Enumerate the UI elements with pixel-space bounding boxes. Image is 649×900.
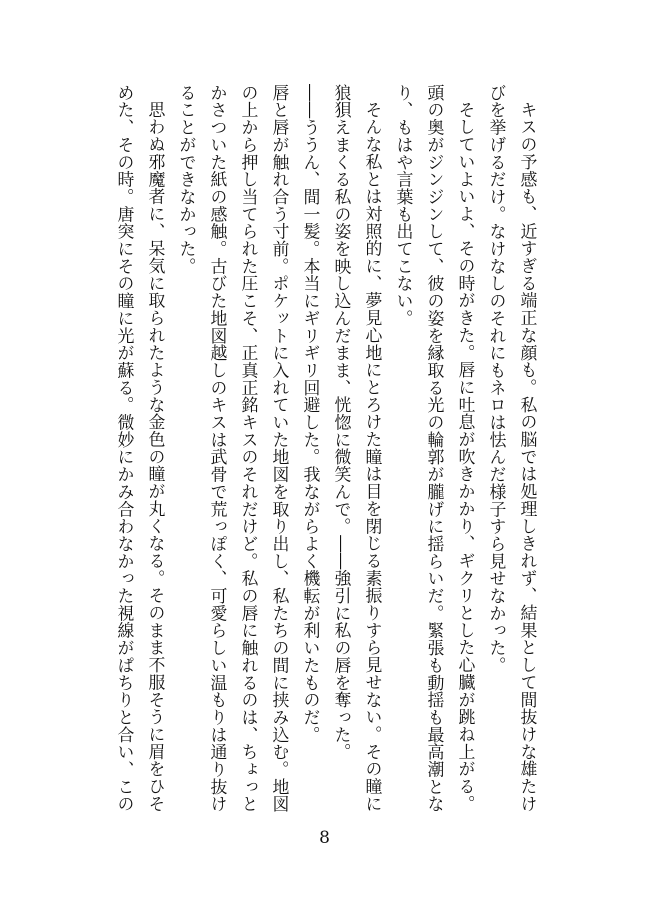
paragraph-5: 唇と唇が触れ合う寸前。ポケットに入れていた地図を取り出し、私たちの間に挟み込む。地図の上から押し当てられた圧こそ、正真正銘キスのそれだけど。私の唇に触れるのは、ちょっとかさついた紙の感触。古びた地図越しのキスは武骨で荒っぽく、可愛らしい温もりは通り抜けることができなかった。 <box>177 84 290 813</box>
page-number: 8 <box>319 828 330 848</box>
paragraph-4: ――ううん、間一髪。本当にギリギリ回避した。我ながらよく機転が利いたものだ。 <box>301 84 321 744</box>
paragraph-1: キスの予感も、近すぎる端正な顔も。私の脳では処理しきれず、結果として間抜けな雄たけびを挙げるだけ。なけなしのそれにもネロは怯んだ様子すら見せなかった。 <box>487 84 538 813</box>
paragraph-6: 思わぬ邪魔者に、呆気に取られたような金色の瞳が丸くなる。そのまま不服そうに眉をひそめた、その時。唐突にその瞳に光が蘇る。微妙にかみ合わなかった視線がぱちりと合い、この <box>115 84 166 813</box>
paragraph-2: そしていよいよ、その時がきた。唇に吐息が吹きかかり、ギクリとした心臓が跳ね上がる。頭の奥がジンジンして、彼の姿を縁取る光の輪郭が朧げに揺らいだ。緊張も動揺も最高潮となり、もはや言葉も出てこない。 <box>394 84 476 813</box>
paragraph-3: そんな私とは対照的に、夢見心地にとろけた瞳は目を閉じる素振りすら見せない。その瞳に狼狽えまくる私の姿を映し込んだまま、恍惚に微笑んで。――強引に私の唇を奪った。 <box>332 84 383 813</box>
vertical-text-body <box>103 84 543 824</box>
